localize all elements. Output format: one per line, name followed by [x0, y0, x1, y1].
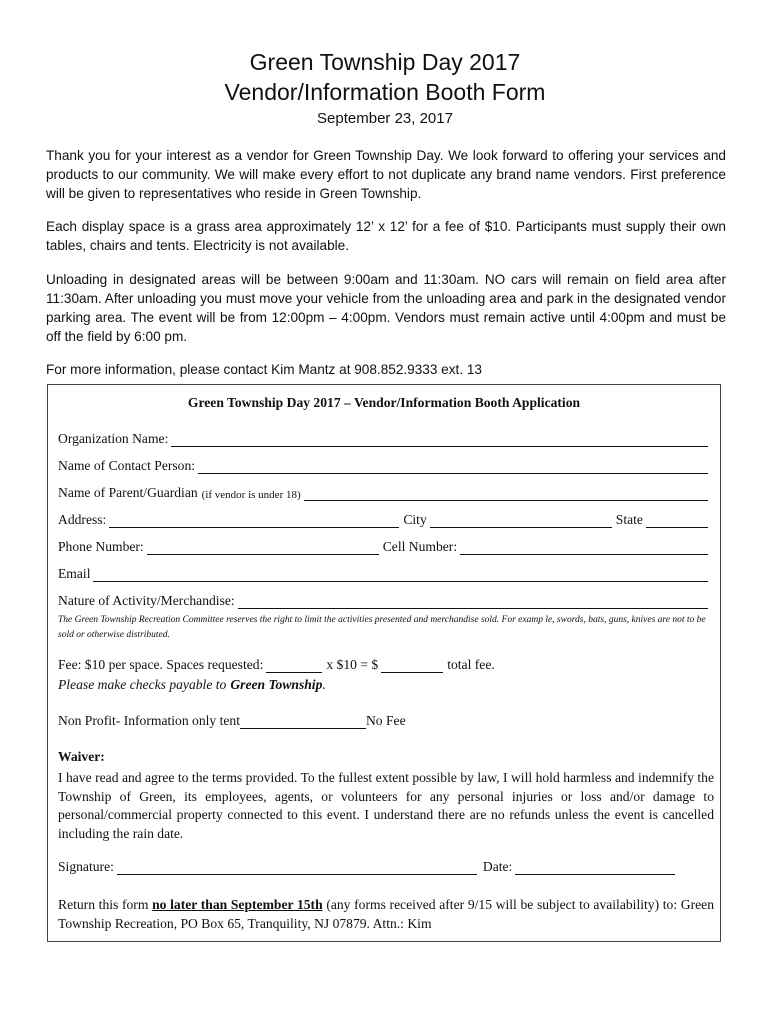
- cell-label: Cell Number:: [382, 539, 458, 554]
- contact-field[interactable]: [198, 460, 708, 474]
- signature-row: [58, 859, 708, 875]
- email-row: [58, 566, 708, 582]
- checks-end: .: [322, 677, 326, 692]
- city-label: City: [403, 512, 427, 527]
- checks-text: Please make checks payable to: [58, 677, 227, 692]
- return-deadline: no later than September 15th: [152, 897, 323, 912]
- return-instructions: [58, 895, 714, 933]
- return-post: (any forms received after 9/15 will be subject to availability) to: Green Township Recreation, PO Box 65, Tranquility, NJ 07879. Attn.: Kim: [58, 897, 714, 931]
- organization-label: Organization Name:: [58, 431, 169, 446]
- phone-label: Phone Number:: [58, 539, 144, 554]
- parent-note: (if vendor is under 18): [201, 489, 301, 501]
- nonprofit-row: [58, 713, 708, 729]
- intro-paragraph-welcome: Thank you for your interest as a vendor for Green Township Day. We look forward to offering your services and products to our community. We will make every effort to not duplicate any brand name vendors. First preference will be given to representatives who reside in Green Township.: [46, 148, 726, 201]
- fee-total-label: total fee.: [447, 657, 495, 672]
- fee-label: Fee: $10 per space. Spaces requested:: [58, 657, 264, 672]
- nonprofit-label: Non Profit- Information only tent: [58, 713, 240, 728]
- fee-multiplier: x $10 = $: [326, 657, 379, 672]
- event-date: September 23, 2017: [317, 110, 453, 127]
- intro-paragraph-space: Each display space is a grass area approximately 12’ x 12’ for a fee of $10. Participants must supply their own tables, chairs and tents. Electricity is not available.: [46, 219, 726, 253]
- phone-field[interactable]: [147, 541, 379, 555]
- intro-paragraph-unloading: Unloading in designated areas will be between 9:00am and 11:30am. NO cars will remain on field area after 11:30am. After unloading you must move your vehicle from the unloading area and park in the designated vendor parking area. The event will be from 12:00pm – 4:00pm. Vendors must remain active until 4:00pm and must be off the field by 6:00 pm.: [46, 272, 726, 344]
- organization-row: [58, 431, 708, 447]
- return-pre: Return this form: [58, 897, 149, 912]
- total-fee-field[interactable]: [381, 659, 443, 673]
- cell-field[interactable]: [460, 541, 708, 555]
- intro-paragraph-contact: For more information, please contact Kim Mantz at 908.852.9333 ext. 13: [46, 362, 482, 377]
- parent-field[interactable]: [304, 487, 708, 501]
- email-label: Email: [58, 566, 91, 581]
- form-title-line2: Vendor/Information Booth Form: [224, 79, 546, 105]
- application-title: Green Township Day 2017 – Vendor/Information Booth Application: [187, 395, 581, 410]
- email-field[interactable]: [93, 568, 708, 582]
- application-box: [47, 384, 721, 942]
- phone-row: [58, 539, 708, 555]
- fee-row: [58, 657, 708, 673]
- nature-field[interactable]: [238, 595, 708, 609]
- checks-row: [58, 677, 708, 693]
- address-label: Address:: [58, 512, 107, 527]
- contact-label: Name of Contact Person:: [58, 458, 196, 473]
- date-field[interactable]: [515, 861, 675, 875]
- state-label: State: [615, 512, 643, 527]
- organization-field[interactable]: [171, 433, 708, 447]
- restriction-note: The Green Township Recreation Committee reserves the right to limit the activities presented and merchandise sold. For examp le, swords, bats, guns, knives are not to be sold or otherwise distributed.: [58, 615, 706, 640]
- nature-label: Nature of Activity/Merchandise:: [58, 593, 235, 608]
- signature-field[interactable]: [117, 861, 477, 875]
- contact-row: [58, 458, 708, 474]
- state-field[interactable]: [646, 514, 708, 528]
- parent-label: Name of Parent/Guardian: [58, 485, 198, 500]
- nonprofit-no-fee: No Fee: [365, 713, 406, 728]
- nature-row: [58, 593, 708, 609]
- waiver-heading-row: [58, 749, 708, 765]
- form-title-line1: Green Township Day 2017: [249, 49, 521, 75]
- city-field[interactable]: [430, 514, 612, 528]
- nonprofit-field[interactable]: [240, 715, 366, 729]
- waiver-title: Waiver:: [58, 749, 105, 764]
- spaces-requested-field[interactable]: [266, 659, 322, 673]
- address-field[interactable]: [109, 514, 399, 528]
- parent-row: [58, 485, 708, 501]
- address-row: [58, 512, 708, 528]
- waiver-text: I have read and agree to the terms provided. To the fullest extent possible by law, I will hold harmless and indemnify the Township of Green, its employees, agents, or volunteers for any personal injuries or loss and/or damage to personal/commercial property connected to this event. I understand there are no refunds unless the event is cancelled including the rain date.: [58, 770, 714, 841]
- signature-label: Signature:: [58, 859, 114, 874]
- date-label: Date:: [482, 859, 513, 874]
- checks-payee: Green Township: [230, 677, 323, 692]
